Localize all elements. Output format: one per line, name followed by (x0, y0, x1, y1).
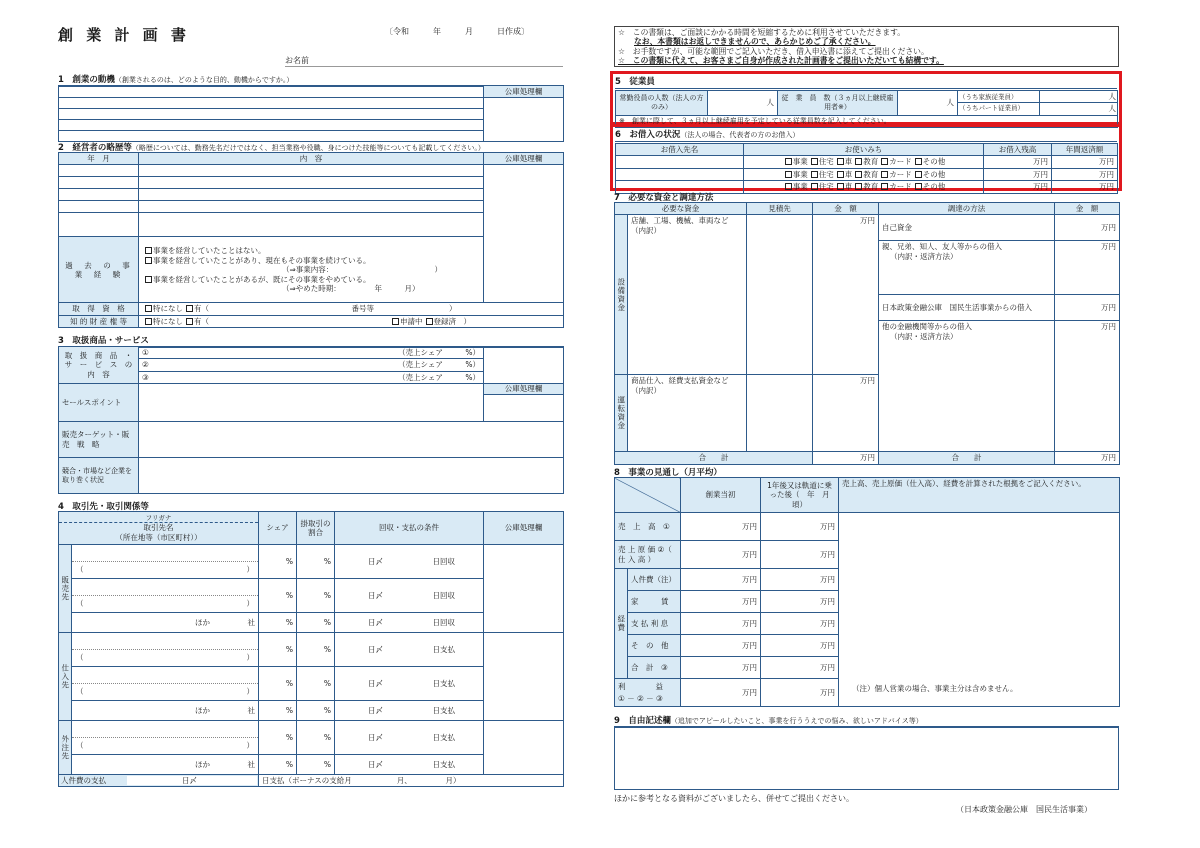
section-1-table (58, 85, 563, 142)
target-field[interactable] (139, 422, 564, 458)
sales-label: 販売先 (59, 545, 72, 633)
career-cell[interactable] (139, 201, 484, 213)
option-ended[interactable]: 事業を経営していたことがあるが、既にその事業をやめている。 (142, 275, 480, 284)
outsource-label: 外注先 (59, 721, 72, 775)
free-description-field[interactable] (614, 726, 1119, 790)
ip-options: 特になし 有（ 申請中 登録済 ） (139, 315, 564, 327)
jfc-loan-amount[interactable]: 万円 (1055, 295, 1120, 321)
repay-field[interactable]: 万円 (1052, 181, 1118, 193)
section-9-title: 9 自由記述欄（追加でアピールしたいこと、事業を行ううえでの悩み、欲しいアドバイス等） (614, 714, 1119, 728)
col-after: 1年後又は軌道に乗った後（ 年 月頃） (761, 478, 839, 513)
section-8-title: 8 事業の見通し（月平均） (614, 466, 1119, 480)
expense-start[interactable]: 万円 (681, 569, 761, 591)
checkbox[interactable] (855, 158, 862, 165)
loan-row (616, 168, 1118, 180)
section-6-highlight (610, 124, 1122, 191)
col-balance: お借入残高 (984, 144, 1052, 156)
expense-start[interactable]: 万円 (681, 657, 761, 679)
employee-note: ※ 創業に際して、３ヵ月以上継続雇用を予定している従業員数を記入してください。 (616, 115, 1118, 127)
partner-cell[interactable]: （ ） (72, 667, 259, 701)
expense-after[interactable]: 万円 (761, 635, 839, 657)
expense-after[interactable]: 万円 (761, 657, 839, 679)
office-use-label: 公庫処理欄 (484, 512, 564, 545)
use-options: 事業 住宅 車 教育 カード その他 (744, 156, 984, 168)
expense-label: 経費 (615, 569, 628, 679)
diagonal-header (615, 478, 681, 513)
expense-after[interactable]: 万円 (761, 569, 839, 591)
col-quote: 見積先 (747, 203, 813, 215)
breakdown-fields[interactable]: 人 人 (1040, 91, 1118, 116)
ip-label: 知 的 財 産 権 等 (59, 315, 139, 327)
sales-label: 売 上 高 ① (615, 513, 681, 541)
equipment-label: 設備資金 (615, 215, 628, 375)
office-use-label: 公庫処理欄 (484, 384, 563, 394)
checkbox[interactable] (881, 158, 888, 165)
competition-label: 競合・市場など企業を取り巻く状況 (59, 458, 139, 494)
other-loan-label: 他の金融機関等からの借入 （内訳・返済方法） (879, 321, 1055, 452)
career-cell[interactable] (59, 177, 139, 189)
footer-org: （日本政策金融公庫 国民生活事業） (956, 805, 1092, 814)
section-2-title: 2 経営者の略歴等（略歴については、勤務先名だけではなく、担当業務や役職、身につけた技能等についても記載してください。） (58, 141, 563, 155)
terms-field[interactable]: 日〆 日支払 (335, 701, 484, 721)
motive-line[interactable] (59, 120, 484, 131)
partner-cell[interactable]: （ ） (72, 545, 259, 579)
use-options: 事業 住宅 車 教育 カード その他 (744, 181, 984, 193)
partner-header: フリガナ 取引先名 （所在地等（市区町村）） (59, 512, 259, 545)
checkbox[interactable] (145, 305, 152, 312)
section-2-table (58, 152, 563, 328)
checkbox[interactable] (426, 318, 433, 325)
checkbox[interactable] (855, 183, 862, 190)
col-method: 調達の方法 (879, 203, 1055, 215)
loan-row (616, 156, 1118, 168)
credit-field[interactable]: % (297, 579, 335, 613)
labor-row: 人件費の支払 日〆 (59, 775, 259, 787)
col-year-month: 年 月 (59, 153, 139, 165)
credit-field[interactable]: % (297, 545, 335, 579)
item-row[interactable]: ③ （売上シェア %） (139, 371, 484, 383)
section-5-highlight (610, 71, 1122, 125)
col-credit: 掛取引の割合 (297, 512, 335, 545)
terms-field[interactable]: 日〆 日支払 (335, 721, 484, 755)
credit-field[interactable]: % (297, 667, 335, 701)
past-business-options (139, 237, 484, 303)
checkbox[interactable] (915, 183, 922, 190)
terms-field[interactable]: 日〆 日回収 (335, 545, 484, 579)
career-cell[interactable] (139, 177, 484, 189)
cogs-after[interactable]: 万円 (761, 541, 839, 569)
share-field[interactable]: % (259, 613, 297, 633)
expense-item: 支 払 利 息 (628, 613, 681, 635)
business-content-field[interactable]: （⇒事業内容： ） (282, 265, 443, 275)
col-use: お使いみち (744, 144, 984, 156)
family-loan-amount[interactable]: 万円 (1055, 241, 1120, 295)
balance-field[interactable]: 万円 (984, 168, 1052, 180)
expense-start[interactable]: 万円 (681, 591, 761, 613)
terms-field[interactable]: 日〆 日回収 (335, 579, 484, 613)
expense-after[interactable]: 万円 (761, 591, 839, 613)
career-cell[interactable] (59, 189, 139, 201)
credit-field[interactable]: % (297, 633, 335, 667)
checkbox[interactable] (881, 171, 888, 178)
expense-item: 家 賃 (628, 591, 681, 613)
equipment-quote[interactable] (747, 215, 813, 375)
checkbox[interactable] (785, 158, 792, 165)
others-count[interactable]: ほか 社 (72, 755, 259, 775)
qualification-options: 特になし 有（ 番号等 ） (139, 303, 564, 315)
section-8-table (614, 477, 1119, 707)
balance-field[interactable]: 万円 (984, 181, 1052, 193)
col-content: 内 容 (139, 153, 484, 165)
regular-officers-label: 常勤役員の人数（法人の方のみ） (616, 91, 708, 116)
share-field[interactable]: % (259, 755, 297, 775)
selling-point-label: セールスポイント (59, 384, 139, 422)
col-terms: 回収・支払の条件 (335, 512, 484, 545)
own-funds-label: 自己資金 (879, 215, 1055, 241)
section-1-title: 1 創業の動機（創業されるのは、どのような目的、動機からですか。） (58, 73, 563, 87)
terms-field[interactable]: 日〆 日支払 (335, 633, 484, 667)
expense-item: そ の 他 (628, 635, 681, 657)
option-continuing[interactable]: 事業を経営していたことがあり、現在もその事業を続けている。 (142, 256, 480, 265)
partner-cell[interactable]: （ ） (72, 579, 259, 613)
notes: ☆ この書類は、ご面談にかかる時間を短縮するために利用させていただきます。 なお、本書類はお返しできませんので、あらかじめご了承ください。 ☆ お手数ですが、可能な範囲でご記入いただき、借入申込書に添えてご提出ください。 ☆ この書類に代えて、お客さまご自身が作成された計画書をご提出いただいても結構です。 (614, 26, 1119, 67)
name-label: お名前 (285, 55, 563, 67)
col-repay: 年間返済額 (1052, 144, 1118, 156)
section-4-title: 4 取引先・取引関係等 (58, 500, 563, 514)
checkbox[interactable] (186, 305, 193, 312)
col-share: シェア (259, 512, 297, 545)
share-field[interactable]: % (259, 667, 297, 701)
checkbox[interactable] (392, 318, 399, 325)
checkbox[interactable] (186, 318, 193, 325)
section-7-title: 7 必要な資金と調達方法 (614, 191, 1119, 205)
share-field[interactable]: % (259, 579, 297, 613)
checkbox[interactable] (855, 171, 862, 178)
others-count[interactable]: ほか 社 (72, 701, 259, 721)
credit-field[interactable]: % (297, 701, 335, 721)
checkbox[interactable] (837, 158, 844, 165)
col-lender: お借入先名 (616, 144, 744, 156)
office-use-label: 公庫処理欄 (484, 153, 564, 165)
equipment-amount[interactable]: 万円 (813, 215, 879, 375)
section-4-table (58, 511, 563, 787)
checkbox[interactable] (145, 318, 152, 325)
total-label: 合 計 (879, 452, 1055, 464)
expense-start[interactable]: 万円 (681, 635, 761, 657)
career-cell[interactable] (139, 165, 484, 177)
checkbox[interactable] (145, 247, 152, 254)
qualification-label: 取 得 資 格 (59, 303, 139, 315)
col-amount: 金 額 (813, 203, 879, 215)
repay-field[interactable]: 万円 (1052, 156, 1118, 168)
repay-field[interactable]: 万円 (1052, 168, 1118, 180)
expense-item: 人件費（注） (628, 569, 681, 591)
basis-field[interactable] (839, 513, 1120, 707)
expense-start[interactable]: 万円 (681, 613, 761, 635)
credit-field[interactable]: % (297, 755, 335, 775)
col-amount: 金 額 (1055, 203, 1120, 215)
office-use-label: 公庫処理欄 (484, 86, 564, 98)
col-basis: 売上高、売上原価（仕入高）、経費を計算された根拠をご記入ください。 (839, 478, 1120, 513)
operating-amount[interactable]: 万円 (813, 375, 879, 452)
credit-field[interactable]: % (297, 613, 335, 633)
footer-text: ほかに参考となる資料がございましたら、併せてご提出ください。 (614, 794, 854, 803)
operating-label: 運転資金 (615, 375, 628, 452)
checkbox[interactable] (837, 171, 844, 178)
lender-field[interactable] (616, 168, 744, 180)
terms-field[interactable]: 日〆 日支払 (335, 755, 484, 775)
checkbox[interactable] (145, 276, 152, 283)
cogs-label: 売 上 原 価 ②（ 仕 入 高 ） (615, 541, 681, 569)
competition-field[interactable] (139, 458, 564, 494)
terms-field[interactable]: 日〆 日支払 (335, 667, 484, 701)
profit-label: 利 益 ① － ② － ③ (615, 679, 681, 707)
sales-start[interactable]: 万円 (681, 513, 761, 541)
cogs-start[interactable]: 万円 (681, 541, 761, 569)
motive-line[interactable] (59, 98, 484, 109)
funding-total[interactable]: 万円 (1055, 452, 1120, 464)
career-cell[interactable] (59, 165, 139, 177)
career-cell[interactable] (139, 189, 484, 201)
share-field[interactable]: % (259, 701, 297, 721)
profit-start[interactable]: 万円 (681, 679, 761, 707)
expense-item: 合 計 ③ (628, 657, 681, 679)
family-loan-label: 親、兄弟、知人、友人等からの借入 （内訳・返済方法） (879, 241, 1055, 295)
use-options: 事業 住宅 車 教育 カード その他 (744, 168, 984, 180)
share-field[interactable]: % (259, 633, 297, 667)
share-field[interactable]: % (259, 721, 297, 755)
credit-field[interactable]: % (297, 721, 335, 755)
checkbox[interactable] (915, 171, 922, 178)
motive-line[interactable] (59, 109, 484, 120)
date-fields[interactable]: 〔令和 年 月 日作成〕 (385, 27, 529, 36)
col-start: 創業当初 (681, 478, 761, 513)
checkbox[interactable] (785, 171, 792, 178)
terms-field[interactable]: 日〆 日回収 (335, 613, 484, 633)
jfc-loan-label: 日本政策金融公庫 国民生活事業からの借入 (879, 295, 1055, 321)
operating-quote[interactable] (747, 375, 813, 452)
checkbox[interactable] (915, 158, 922, 165)
partner-cell[interactable]: （ ） (72, 633, 259, 667)
section-3-title: 3 取扱商品・サービス (58, 334, 563, 348)
section-6-title: 6 お借入の状況（法人の場合、代表者の方のお借入） (615, 128, 1117, 142)
section-5-title: 5 従業員 (615, 75, 1117, 89)
col-need: 必要な資金 (615, 203, 747, 215)
profit-after[interactable]: 万円 (761, 679, 839, 707)
past-business-label: 過 去 の 事 業 経 験 (59, 237, 139, 303)
career-cell[interactable] (59, 201, 139, 213)
other-loan-amount[interactable]: 万円 (1055, 321, 1120, 452)
checkbox[interactable] (811, 158, 818, 165)
target-label: 販売ターゲット・販 売 戦 略 (59, 422, 139, 458)
section-3-table (58, 346, 563, 494)
checkbox[interactable] (145, 257, 152, 264)
regular-officers-field[interactable]: 人 (708, 91, 778, 116)
breakdown-labels: （うち家族従業員） （うちパート従業員） (958, 91, 1040, 116)
item-row[interactable]: ② （売上シェア %） (139, 359, 484, 371)
checkbox[interactable] (811, 171, 818, 178)
partner-cell[interactable]: （ ） (72, 721, 259, 755)
profit-note: （注）個人営業の場合、事業主分は含めません。 (852, 684, 1018, 693)
equipment-desc[interactable]: 店舗、工場、機械、車両など（内訳） (628, 215, 747, 375)
need-total[interactable]: 万円 (813, 452, 879, 464)
share-field[interactable]: % (259, 545, 297, 579)
balance-field[interactable]: 万円 (984, 156, 1052, 168)
item-row[interactable]: ① （売上シェア %） (139, 347, 484, 359)
own-funds-amount[interactable]: 万円 (1055, 215, 1120, 241)
lender-field[interactable] (616, 156, 744, 168)
sales-after[interactable]: 万円 (761, 513, 839, 541)
career-cell[interactable] (139, 213, 484, 237)
motive-line[interactable] (59, 86, 484, 98)
expense-after[interactable]: 万円 (761, 613, 839, 635)
labor-pay-field[interactable]: 日支払（ボーナスの支給月 月、 月） (259, 775, 564, 787)
checkbox[interactable] (881, 183, 888, 190)
ended-date-field[interactable]: （⇒やめた時期： 年 月） (282, 283, 420, 293)
others-count[interactable]: ほか 社 (72, 613, 259, 633)
operating-desc[interactable]: 商品仕入、経費支払資金など（内訳） (628, 375, 747, 452)
checkbox[interactable] (837, 183, 844, 190)
items-label: 取 扱 商 品 ・ サ ー ビ ス の 内 容 (59, 347, 139, 384)
career-cell[interactable] (59, 213, 139, 237)
checkbox[interactable] (785, 183, 792, 190)
purchase-label: 仕入先 (59, 633, 72, 721)
selling-point-field[interactable] (139, 384, 484, 422)
employees-label: 従 業 員 数（３ヵ月以上継続雇用者※） (778, 91, 898, 116)
option-none[interactable]: 事業を経営していたことはない。 (142, 246, 480, 255)
total-label: 合 計 (615, 452, 813, 464)
checkbox[interactable] (811, 183, 818, 190)
section-7-table (614, 202, 1119, 465)
employees-field[interactable]: 人 (898, 91, 958, 116)
page-title: 創 業 計 画 書 (58, 26, 190, 44)
